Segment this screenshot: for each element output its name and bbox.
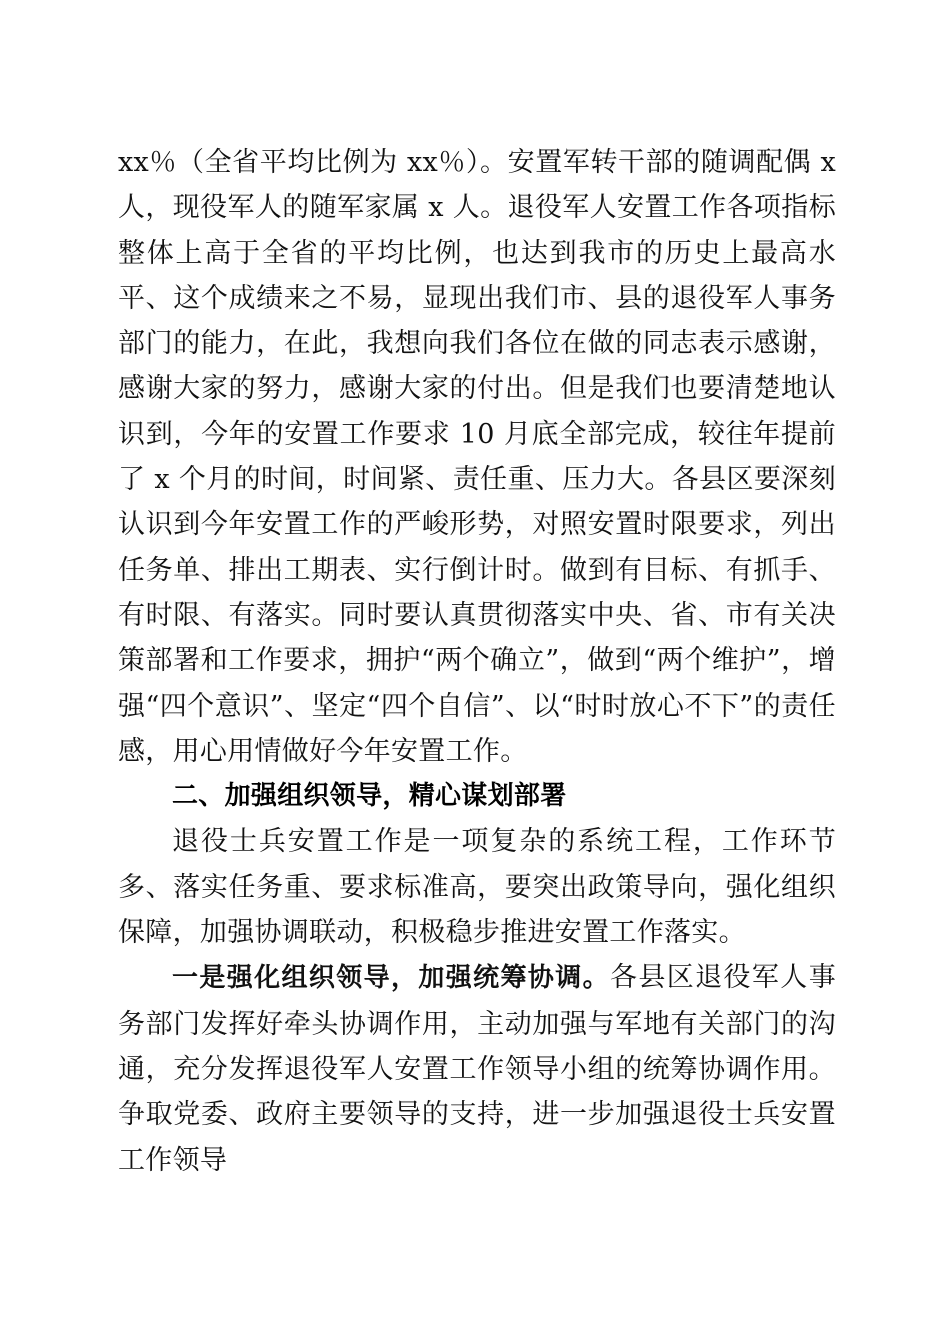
- paragraph-1: xx％（全省平均比例为 xx％）。安置军转干部的随调配偶 x 人，现役军人的随军家属 x 人。退役军人安置工作各项指标整体上高于全省的平均比例，也达到我市的历史上最高水平、这个成绩来之不易，显现出我们市、县的退役军人事务部门的能力，在此，我想向我们各位在做的同志表示感谢，感谢大家的努力，感谢大家的付出。但是我们也要清楚地认识到，今年的安置工作要求 10 月底全部完成，较往年提前了 x 个月的时间，时间紧、责任重、压力大。各县区要深刻认识到今年安置工作的严峻形势，对照安置时限要求，列出任务单、排出工期表、实行倒计时。做到有目标、有抓手、有时限、有落实。同时要认真贯彻落实中央、省、市有关决策部署和工作要求，拥护“两个确立”，做到“两个维护”，增强“四个意识”、坚定“四个自信”、以“时时放心不下”的责任感，用心用情做好今年安置工作。: [118, 147, 836, 767]
- section-heading: 二、加强组织领导，精心谋划部署: [172, 781, 567, 812]
- paragraph-3-body: 各县区退役军人事务部门发挥好牵头协调作用，主动加强与军地有关部门的沟通，充分发挥退役军人安置工作领导小组的统筹协调作用。争取党委、政府主要领导的支持，进一步加强退役士兵安置工作领导: [118, 962, 836, 1176]
- document-body: [118, 140, 836, 1183]
- paragraph-3: [118, 955, 836, 1182]
- paragraph-2: 退役士兵安置工作是一项复杂的系统工程，工作环节多、落实任务重、要求标准高，要突出政策导向，强化组织保障，加强协调联动，积极稳步推进安置工作落实。: [118, 826, 836, 949]
- paragraph-3-lead: 一是强化组织领导，加强统筹协调。: [172, 963, 611, 994]
